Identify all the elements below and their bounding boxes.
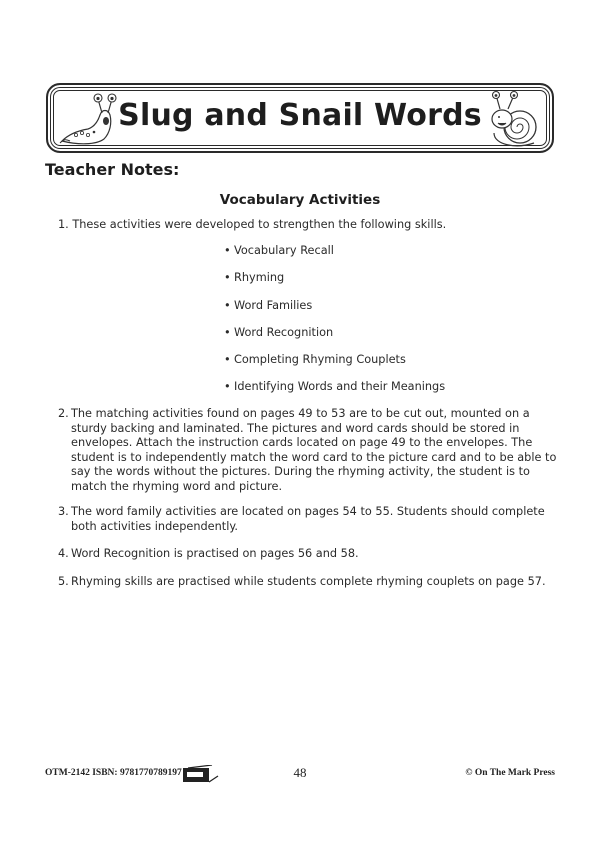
teacher-notes-heading: Teacher Notes:	[45, 160, 180, 179]
note-number: 3.	[58, 505, 69, 518]
note-text: Rhyming skills are practised while students complete rhyming couplets on page 57.	[71, 575, 546, 588]
skill-item	[224, 244, 445, 271]
section-title: Vocabulary Activities	[219, 192, 381, 208]
skill-label: Rhyming	[234, 271, 285, 285]
skill-label: Word Recognition	[234, 325, 334, 339]
skill-item	[224, 353, 445, 380]
bullet-icon: •	[224, 244, 231, 257]
note-number: 5.	[58, 575, 69, 588]
bullet-icon: •	[224, 380, 231, 394]
skill-label: Word Families	[234, 298, 313, 312]
skill-item	[224, 271, 445, 298]
bullet-icon: •	[224, 353, 231, 367]
note-text: The matching activities found on pages 49 to 53 are to be cut out, mounted on a sturdy backing and laminated. The pictures and word cards should be stored in envelopes. Attach the instruction cards located on page 49 to the envelopes. The student is to independently match the word card to the picture card and to be able to say the words without the pictures. During the rhyming activity, the student is to match the rhyming word and picture.	[71, 407, 557, 493]
note-item-2	[58, 407, 558, 495]
note-text: The word family activities are located on pages 54 to 55. Students should complete both activities independently.	[71, 505, 545, 533]
skill-item	[224, 380, 445, 407]
note-text: Word Recognition is practised on pages 56 and 58.	[71, 547, 359, 560]
note-item-1	[58, 218, 446, 233]
title-banner	[46, 83, 554, 153]
note-number: 1.	[58, 218, 69, 231]
note-number: 2.	[58, 407, 69, 420]
page-title: Slug and Snail Words	[118, 98, 482, 133]
page-number: 48	[293, 765, 307, 780]
skills-list	[224, 244, 445, 408]
copyright: © On The Mark Press	[465, 768, 555, 778]
note-text: These activities were developed to strengthen the following skills.	[72, 218, 447, 231]
page-footer	[45, 765, 555, 783]
note-item-3	[58, 505, 558, 534]
note-number: 4.	[58, 547, 69, 560]
skill-item	[224, 299, 445, 326]
skill-label: Completing Rhyming Couplets	[234, 353, 406, 367]
bullet-icon: •	[224, 325, 231, 339]
note-item-5	[58, 575, 558, 590]
skill-label: Identifying Words and their Meanings	[234, 380, 446, 394]
bullet-icon: •	[224, 271, 231, 285]
skill-item	[224, 326, 445, 353]
snail-illustration-icon	[486, 89, 540, 151]
note-item-4	[58, 547, 558, 562]
product-code-isbn: OTM-2142 ISBN: 9781770789197	[45, 768, 182, 778]
skill-label: Vocabulary Recall	[234, 244, 334, 257]
bullet-icon: •	[224, 298, 231, 312]
